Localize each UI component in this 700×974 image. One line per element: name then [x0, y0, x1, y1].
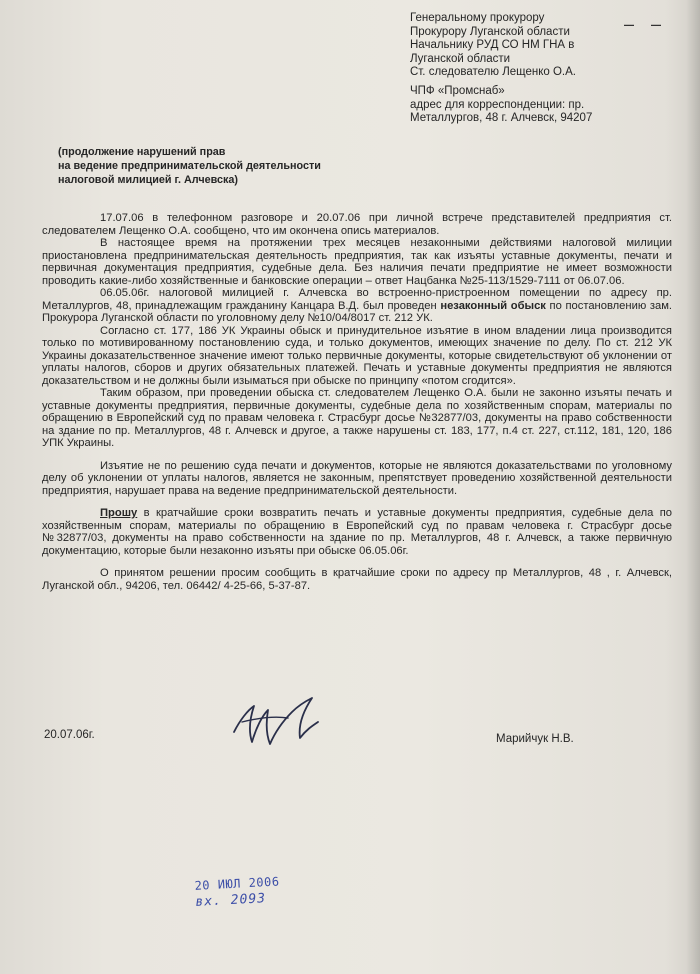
recipient-line: Ст. следователю Лещенко О.А.	[410, 66, 576, 79]
subject-line: (продолжение нарушений прав	[58, 146, 226, 158]
letter-date: 20.07.06г.	[44, 729, 95, 741]
paragraph-3-text-a: 06.05.06г. налоговой милицией г. Алчевска во встроенно-пристроенном помещении по адресу пр. Металлургов, 48, принадлежащим гражданину Канцара В.Д. был проведен	[42, 287, 672, 312]
page-edge-shadow	[686, 0, 700, 974]
handwritten-signature	[228, 692, 328, 754]
paragraph-3	[42, 287, 672, 325]
paragraph-5: Таким образом, при проведении обыска ст. следователем Лещенко О.А. были не законно изъяты печать и уставные документы предприятия, первичные документы, судебные дела по хозяйственным спорам, материалы по обращению в Европейский суд по правам человека г. Страсбург досье №32877/03, документы на право собственности на здание по пр. Металлургов, 48 г. Алчевск и другое, а также нарушены ст. 183, 177, п.4 ст. 227, ст.112, 181, 120, 186 УПК Украины.	[42, 387, 672, 449]
paragraph-6: Изъятие не по решению суда печати и документов, которые не являются доказательствами по уголовному делу об уклонении от уплаты налогов, является не законным, препятствует проведению хозяйственной деятельности предприятия, нарушает права на ведение предпринимательской деятельности.	[42, 459, 672, 497]
registration-stamp	[194, 873, 305, 910]
recipient-line: Луганской области	[410, 52, 511, 65]
sender-line: Металлургов, 48 г. Алчевск, 94207	[410, 112, 593, 125]
paragraph-3-emphasis: незаконный обыск	[440, 299, 546, 312]
stamp-number: вх. 2093	[195, 891, 267, 910]
recipient-block	[410, 12, 690, 80]
paragraph-1: 17.07.06 в телефонном разговоре и 20.07.06 при личной встрече представителей предприятия ст. следователем Лещенко О.А. сообщено, что им окончена опись материалов.	[42, 212, 672, 237]
recipient-line: Начальнику РУД СО НМ ГНА в	[410, 39, 575, 52]
subject-block	[58, 146, 388, 187]
paragraph-7	[42, 507, 672, 557]
subject-line: на ведение предпринимательской деятельности	[58, 159, 321, 172]
corner-marks: – –	[624, 14, 668, 34]
letter-body	[42, 212, 672, 592]
signer-name: Марийчук Н.В.	[496, 733, 574, 745]
sender-block	[410, 85, 695, 126]
recipient-line: Генеральному прокурору	[410, 12, 545, 24]
paragraph-3-text-b: по постановлению зам. Прокурора Луганской области по уголовному делу №10/04/8017 ст. 212 УК.	[42, 299, 672, 324]
paragraph-2: В настоящее время на протяжении трех месяцев незаконными действиями налоговой милиции приостановлена предпринимательская деятельность предприятия, так как изъяты уставные документы, печати и первичная документация предприятия, судебные дела. Без наличия печати предприятие не имеет возможности проводить какие-либо хозяйственные и банковские операции – ответ Нацбанка №25-113/1529-7111 от 06.07.06.	[42, 237, 672, 287]
sender-line: адрес для корреспонденции: пр.	[410, 98, 585, 111]
paragraph-7-emphasis: Прошу	[100, 507, 138, 519]
stamp-date: 20 ИЮЛ 2006	[194, 874, 280, 893]
subject-line: налоговой милицией г. Алчевска)	[58, 173, 239, 186]
sender-line: ЧПФ «Промснаб»	[410, 85, 505, 97]
paragraph-4: Согласно ст. 177, 186 УК Украины обыск и принудительное изъятие в ином владении лица производится только по мотивированному постановлению суда, и только документов, имеющих значение по делу. По ст. 212 УК Украины доказательственное значение имеют только первичные документы, которые свидетельствуют об уклонении от уплаты налогов, сборов и других обязательных платежей. Печать и уставные документы предприятия не являются доказательством и не должны были изыматься при обыске по принципу «потом сгодится».	[42, 324, 672, 387]
paragraph-7-text: в кратчайшие сроки возвратить печать и уставные документы предприятия, судебные дела по хозяйственным спорам, материалы по обращению в Европейский суд по правам человека г. Страсбург досье №32877/03, документы на право собственности на здание по пр. Металлургов, 48 г. Алчевск, а также первичную документацию, которые были незаконно изъяты при обыске 06.05.06г.	[42, 507, 672, 557]
recipient-line: Прокурору Луганской области	[410, 25, 570, 38]
paragraph-8: О принятом решении просим сообщить в кратчайшие сроки по адресу пр Металлургов, 48 , г. Алчевск, Луганской обл., 94206, тел. 06442/ 4-25-66, 5-37-87.	[42, 567, 672, 592]
